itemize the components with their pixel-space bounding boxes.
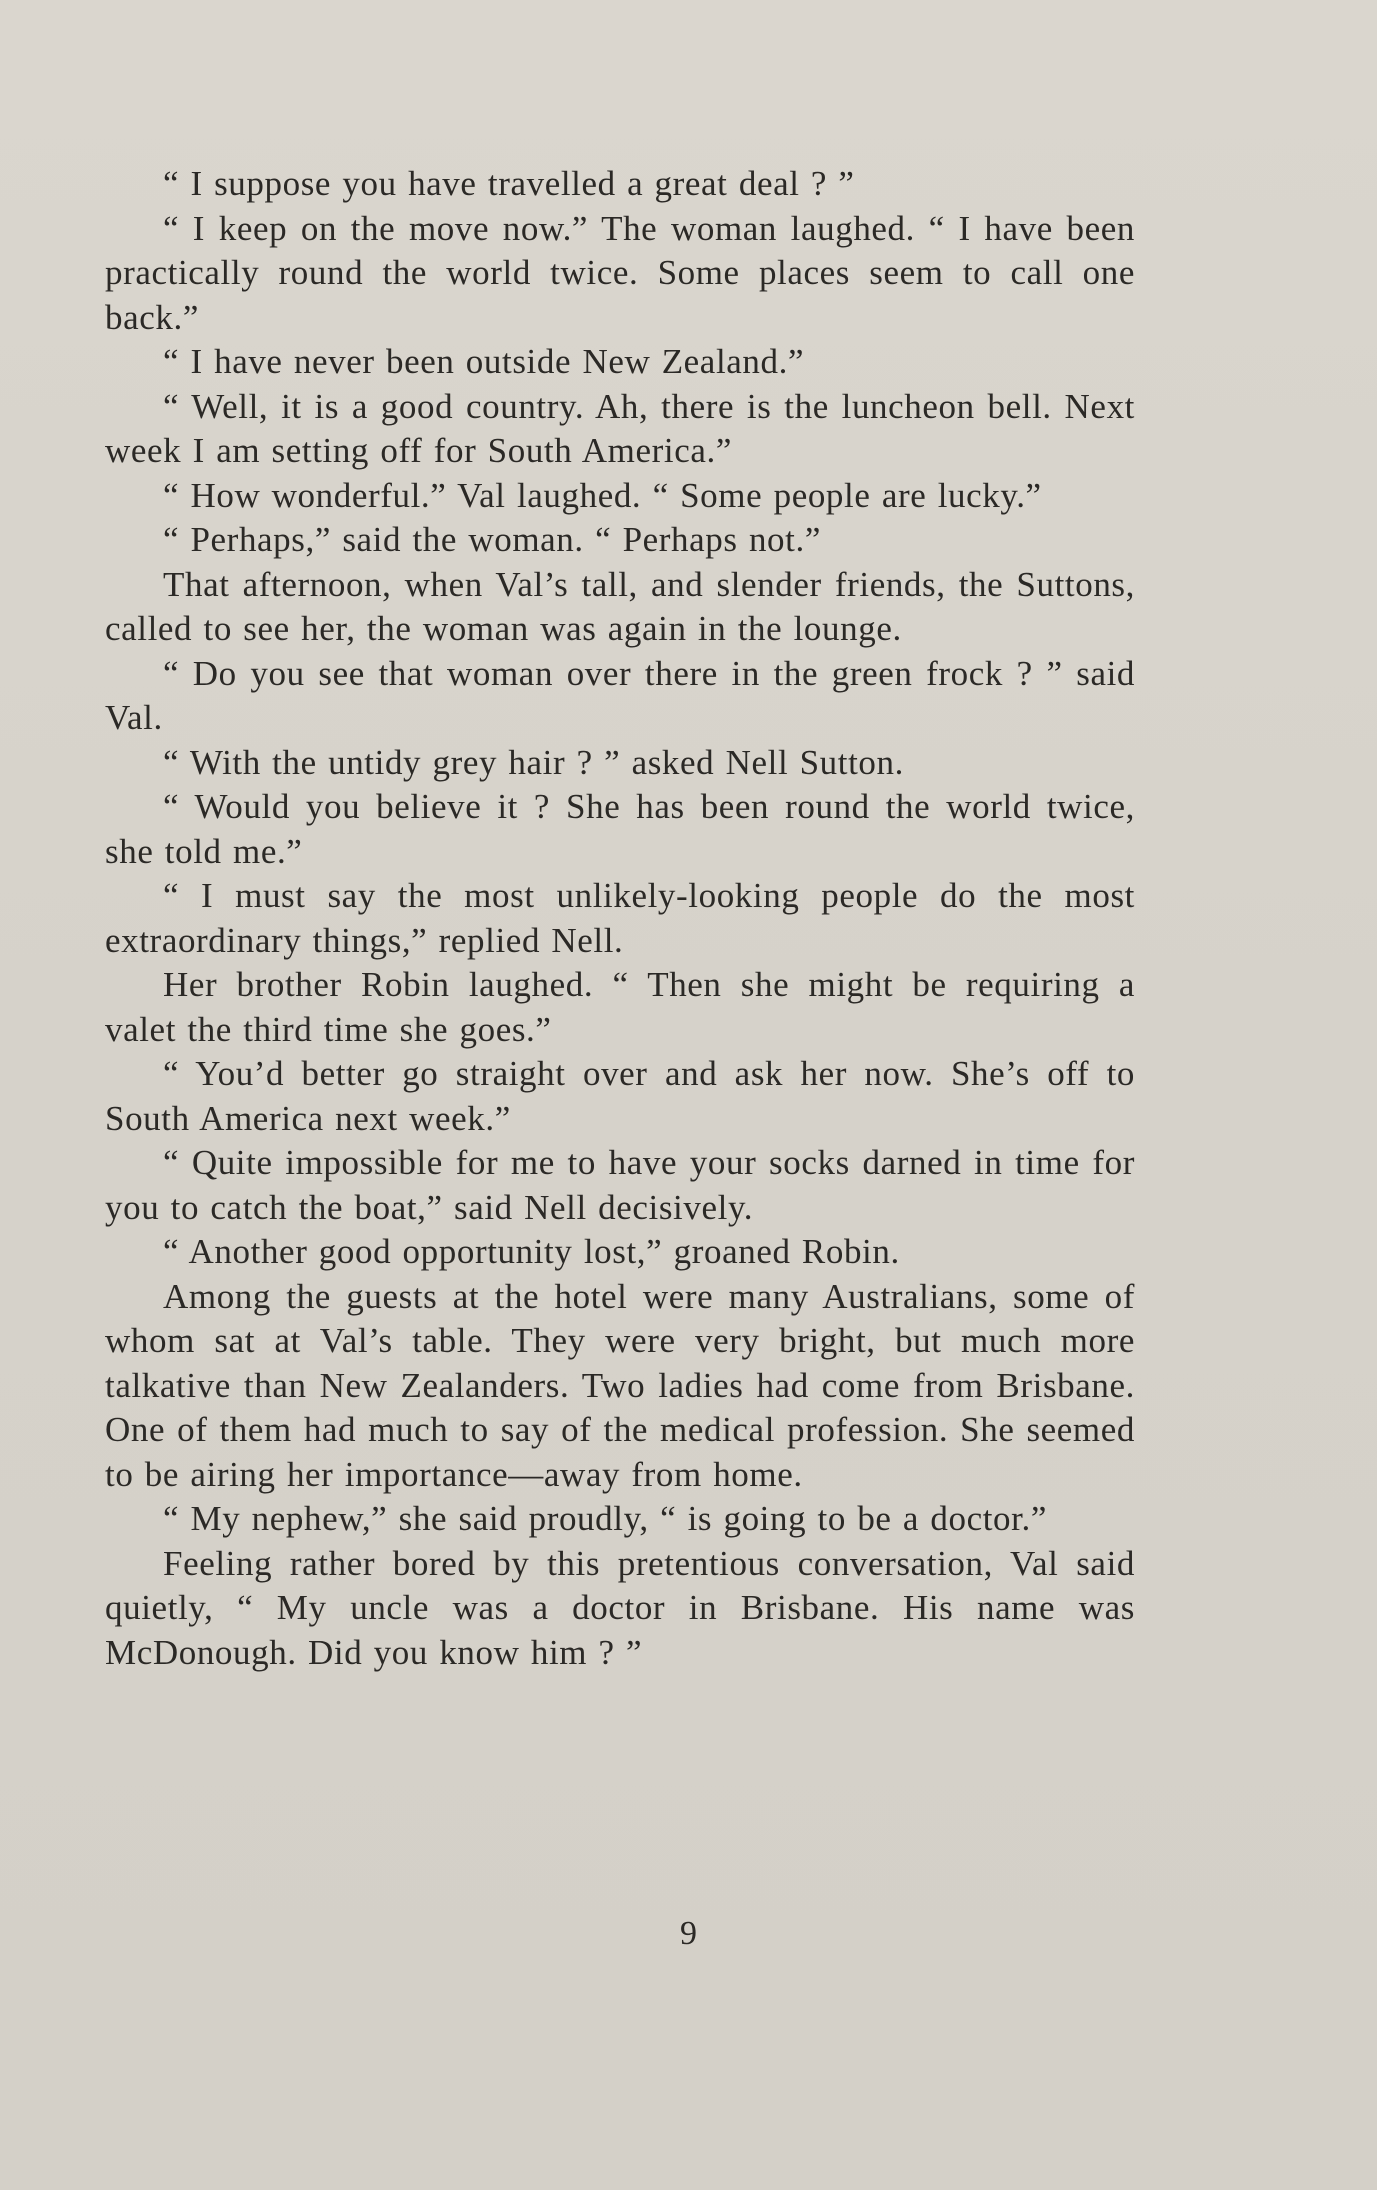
paragraph: “ Quite impossible for me to have your socks darned in time for you to catch the boat,” said Nell decisively. <box>105 1143 1135 1227</box>
paragraph: “ I must say the most unlikely-looking people do the most extraordinary things,” replied Nell. <box>105 876 1135 960</box>
paragraph: Her brother Robin laughed. “ Then she might be requiring a valet the third time she goes.” <box>105 965 1135 1049</box>
body-text <box>105 162 1135 1675</box>
paragraph: “ My nephew,” she said proudly, “ is going to be a doctor.” <box>163 1499 1047 1538</box>
paragraph: That afternoon, when Val’s tall, and slender friends, the Suttons, called to see her, the woman was again in the lounge. <box>105 564 1135 648</box>
paragraph: “ I suppose you have travelled a great deal ? ” <box>163 164 855 203</box>
paragraph: “ Another good opportunity lost,” groaned Robin. <box>163 1232 900 1271</box>
paragraph: “ You’d better go straight over and ask her now. She’s off to South America next week.” <box>105 1054 1135 1138</box>
paragraph: “ Do you see that woman over there in the green frock ? ” said Val. <box>105 653 1135 737</box>
paragraph: Feeling rather bored by this pretentious conversation, Val said quietly, “ My uncle was a doctor in Brisbane. His name was McDonough. Did you know him ? ” <box>105 1543 1135 1672</box>
paragraph: “ Perhaps,” said the woman. “ Perhaps not.” <box>163 520 821 559</box>
paragraph: “ I keep on the move now.” The woman laughed. “ I have been practically round the world twice. Some places seem to call one back.” <box>105 208 1135 337</box>
paragraph: “ Well, it is a good country. Ah, there is the luncheon bell. Next week I am setting off for South America.” <box>105 386 1135 470</box>
paragraph: “ How wonderful.” Val laughed. “ Some people are lucky.” <box>163 475 1042 515</box>
page-number: 9 <box>680 1915 697 1952</box>
paragraph: “ I have never been outside New Zealand.” <box>163 342 805 381</box>
paragraph: “ With the untidy grey hair ? ” asked Nell Sutton. <box>163 742 904 782</box>
paragraph: Among the guests at the hotel were many Australians, some of whom sat at Val’s table. They were very bright, but much more talkative than New Zealanders. Two ladies had come from Brisbane. One of them had much to say of the medical profession. She seemed to be airing her importance—away from home. <box>105 1276 1135 1494</box>
paragraph: “ Would you believe it ? She has been round the world twice, she told me.” <box>105 787 1135 871</box>
